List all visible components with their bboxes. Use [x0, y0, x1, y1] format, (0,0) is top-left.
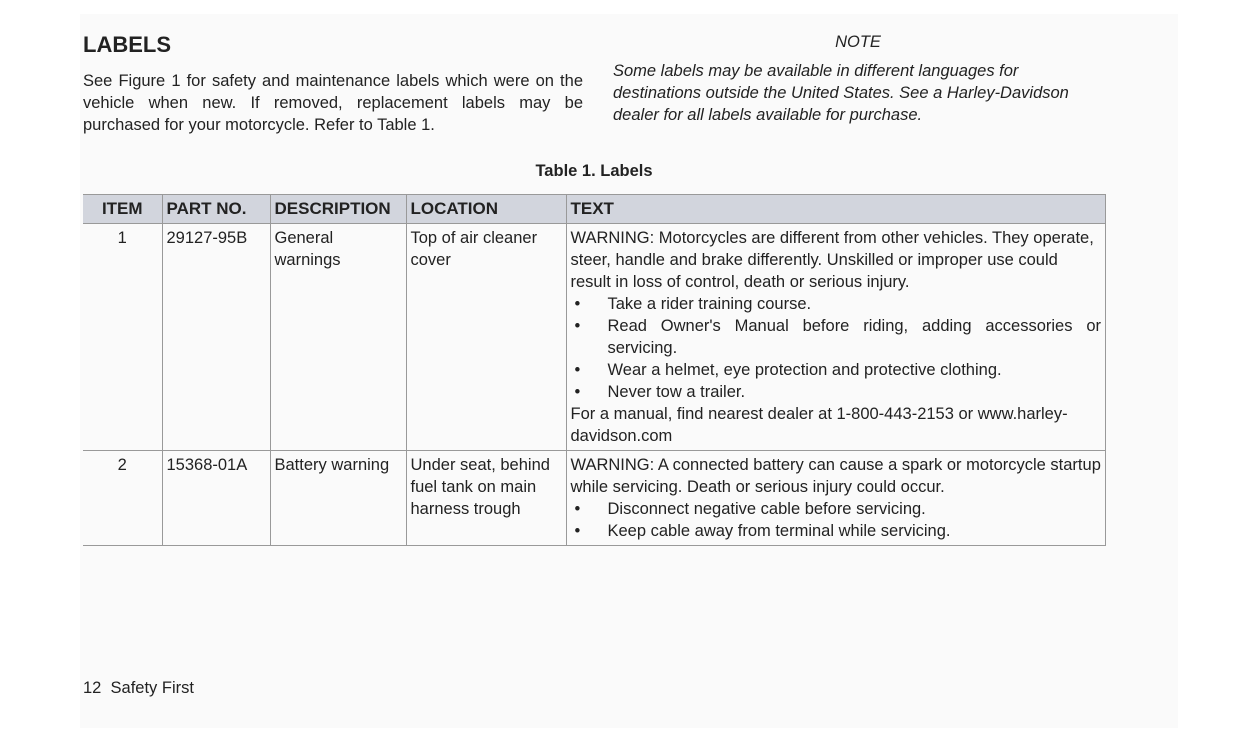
part-no: 29127-95B [162, 224, 270, 451]
note-text: Some labels may be available in different languages for destinations outside the United States. See a Harley-Davidson dealer for all labels available for purchase. [613, 62, 1069, 124]
part-no: 15368-01A [162, 451, 270, 546]
bullet: • Keep cable away from terminal while servicing. [571, 520, 1102, 542]
page-footer [83, 679, 194, 698]
bullet: • Read Owner's Manual before riding, adding accessories or servicing. [571, 315, 1102, 359]
description: Battery warning [270, 451, 406, 546]
section-name: Safety First [110, 679, 194, 697]
labels-table [83, 194, 1106, 546]
col-location: LOCATION [406, 195, 566, 224]
section-heading: LABELS [83, 32, 171, 57]
item: 1 [83, 224, 162, 451]
col-text: TEXT [566, 195, 1106, 224]
bullet: • Never tow a trailer. [571, 381, 1102, 403]
col-part: PART NO. [162, 195, 270, 224]
location: Top of air cleaner cover [406, 224, 566, 451]
bullet: • Wear a helmet, eye protection and protective clothing. [571, 359, 1102, 381]
col-description: DESCRIPTION [270, 195, 406, 224]
item: 2 [83, 451, 162, 546]
warning-text: WARNING: A connected battery can cause a spark or motorcycle startup while servicing. Death or serious injury could occur. [570, 456, 1101, 496]
location: Under seat, behind fuel tank on main harness trough [406, 451, 566, 546]
bullet: • Take a rider training course. [571, 293, 1102, 315]
manual-text: For a manual, find nearest dealer at 1-800-443-2153 or www.harley-davidson.com [570, 405, 1068, 445]
description: General warnings [270, 224, 406, 451]
warning-text: WARNING: Motorcycles are different from other vehicles. They operate, steer, handle and brake differently. Unskilled or improper use could result in loss of control, death or serious injury. [570, 229, 1094, 291]
page-number: 12 [83, 679, 102, 697]
label-text [566, 451, 1106, 546]
intro-paragraph: See Figure 1 for safety and maintenance labels which were on the vehicle when new. If removed, replacement labels may be purchased for your motorcycle. Refer to Table 1. [83, 72, 583, 134]
table-row [83, 451, 1106, 546]
table-caption: Table 1. Labels [535, 162, 653, 180]
label-text [566, 224, 1106, 451]
table-row [83, 224, 1106, 451]
col-item: ITEM [83, 195, 162, 224]
bullet: • Disconnect negative cable before servicing. [571, 498, 1102, 520]
note-title: NOTE [835, 33, 881, 51]
